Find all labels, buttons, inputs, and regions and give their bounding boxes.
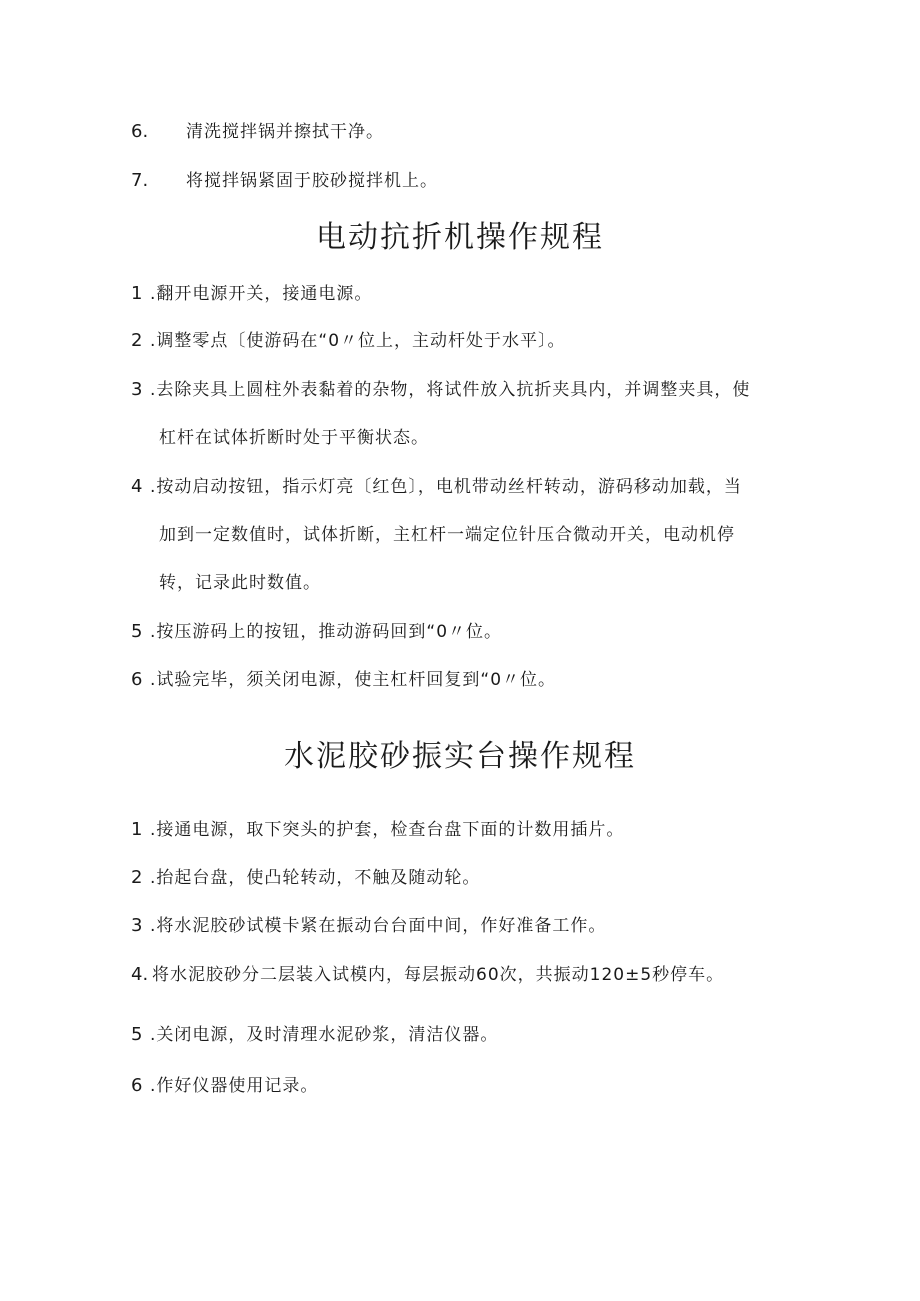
- list-number: 6: [131, 669, 143, 690]
- list-number: 6: [131, 1075, 143, 1096]
- list-item-text: 清洗搅拌锅并擦拭干净。: [186, 122, 384, 142]
- list-number: 2: [131, 330, 143, 351]
- list-item-text-continued: 转，记录此时数值。: [159, 573, 321, 593]
- list-item-text: .翻开电源开关，接通电源。: [150, 284, 373, 304]
- list-number: 7.: [131, 170, 149, 191]
- list-number: 3: [131, 915, 143, 936]
- section-title-flexural-tester: 电动抗折机操作规程: [316, 220, 604, 255]
- list-item-text: .作好仪器使用记录。: [150, 1076, 319, 1096]
- list-item-text: .将水泥胶砂试模卡紧在振动台台面中间，作好准备工作。: [150, 916, 607, 936]
- list-item-text: 将搅拌锅紧固于胶砂搅拌机上。: [186, 171, 438, 191]
- list-item-text: .试验完毕，须关闭电源，使主杠杆回复到“0〃位。: [150, 670, 557, 690]
- list-number: 5: [131, 1024, 143, 1045]
- list-item-text-continued: 杠杆在试体折断时处于平衡状态。: [159, 428, 429, 448]
- list-item-text: .抬起台盘，使凸轮转动，不触及随动轮。: [150, 868, 481, 888]
- list-number: 3: [131, 379, 143, 400]
- list-item-text: .去除夹具上圆柱外表黏着的杂物，将试件放入抗折夹具内，并调整夹具，使: [150, 380, 751, 400]
- list-number: 1: [131, 283, 143, 304]
- list-item-text: .按动启动按钮，指示灯亮〔红色〕，电机带动丝杆转动，游码移动加载，当: [150, 477, 742, 497]
- list-item-text: .接通电源，取下突头的护套，检查台盘下面的计数用插片。: [150, 820, 625, 840]
- list-number: 6.: [131, 121, 149, 142]
- list-item-text: .调整零点〔使游码在“0〃位上，主动杆处于水平〕。: [150, 331, 566, 351]
- list-item-text-continued: 加到一定数值时，试体折断，主杠杆一端定位针压合微动开关，电动机停: [159, 525, 735, 545]
- list-item-text: .关闭电源，及时清理水泥砂浆，清洁仪器。: [150, 1025, 499, 1045]
- list-number: 4.: [131, 964, 149, 985]
- list-number: 5: [131, 621, 143, 642]
- section-title-jolting-table: 水泥胶砂振实台操作规程: [284, 739, 636, 774]
- list-number: 4: [131, 476, 143, 497]
- list-item-text: 将水泥胶砂分二层装入试模内，每层振动60次，共振动120±5秒停车。: [152, 965, 725, 985]
- list-item-text: .按压游码上的按钮，推动游码回到“0〃位。: [150, 622, 503, 642]
- list-number: 1: [131, 819, 143, 840]
- list-number: 2: [131, 867, 143, 888]
